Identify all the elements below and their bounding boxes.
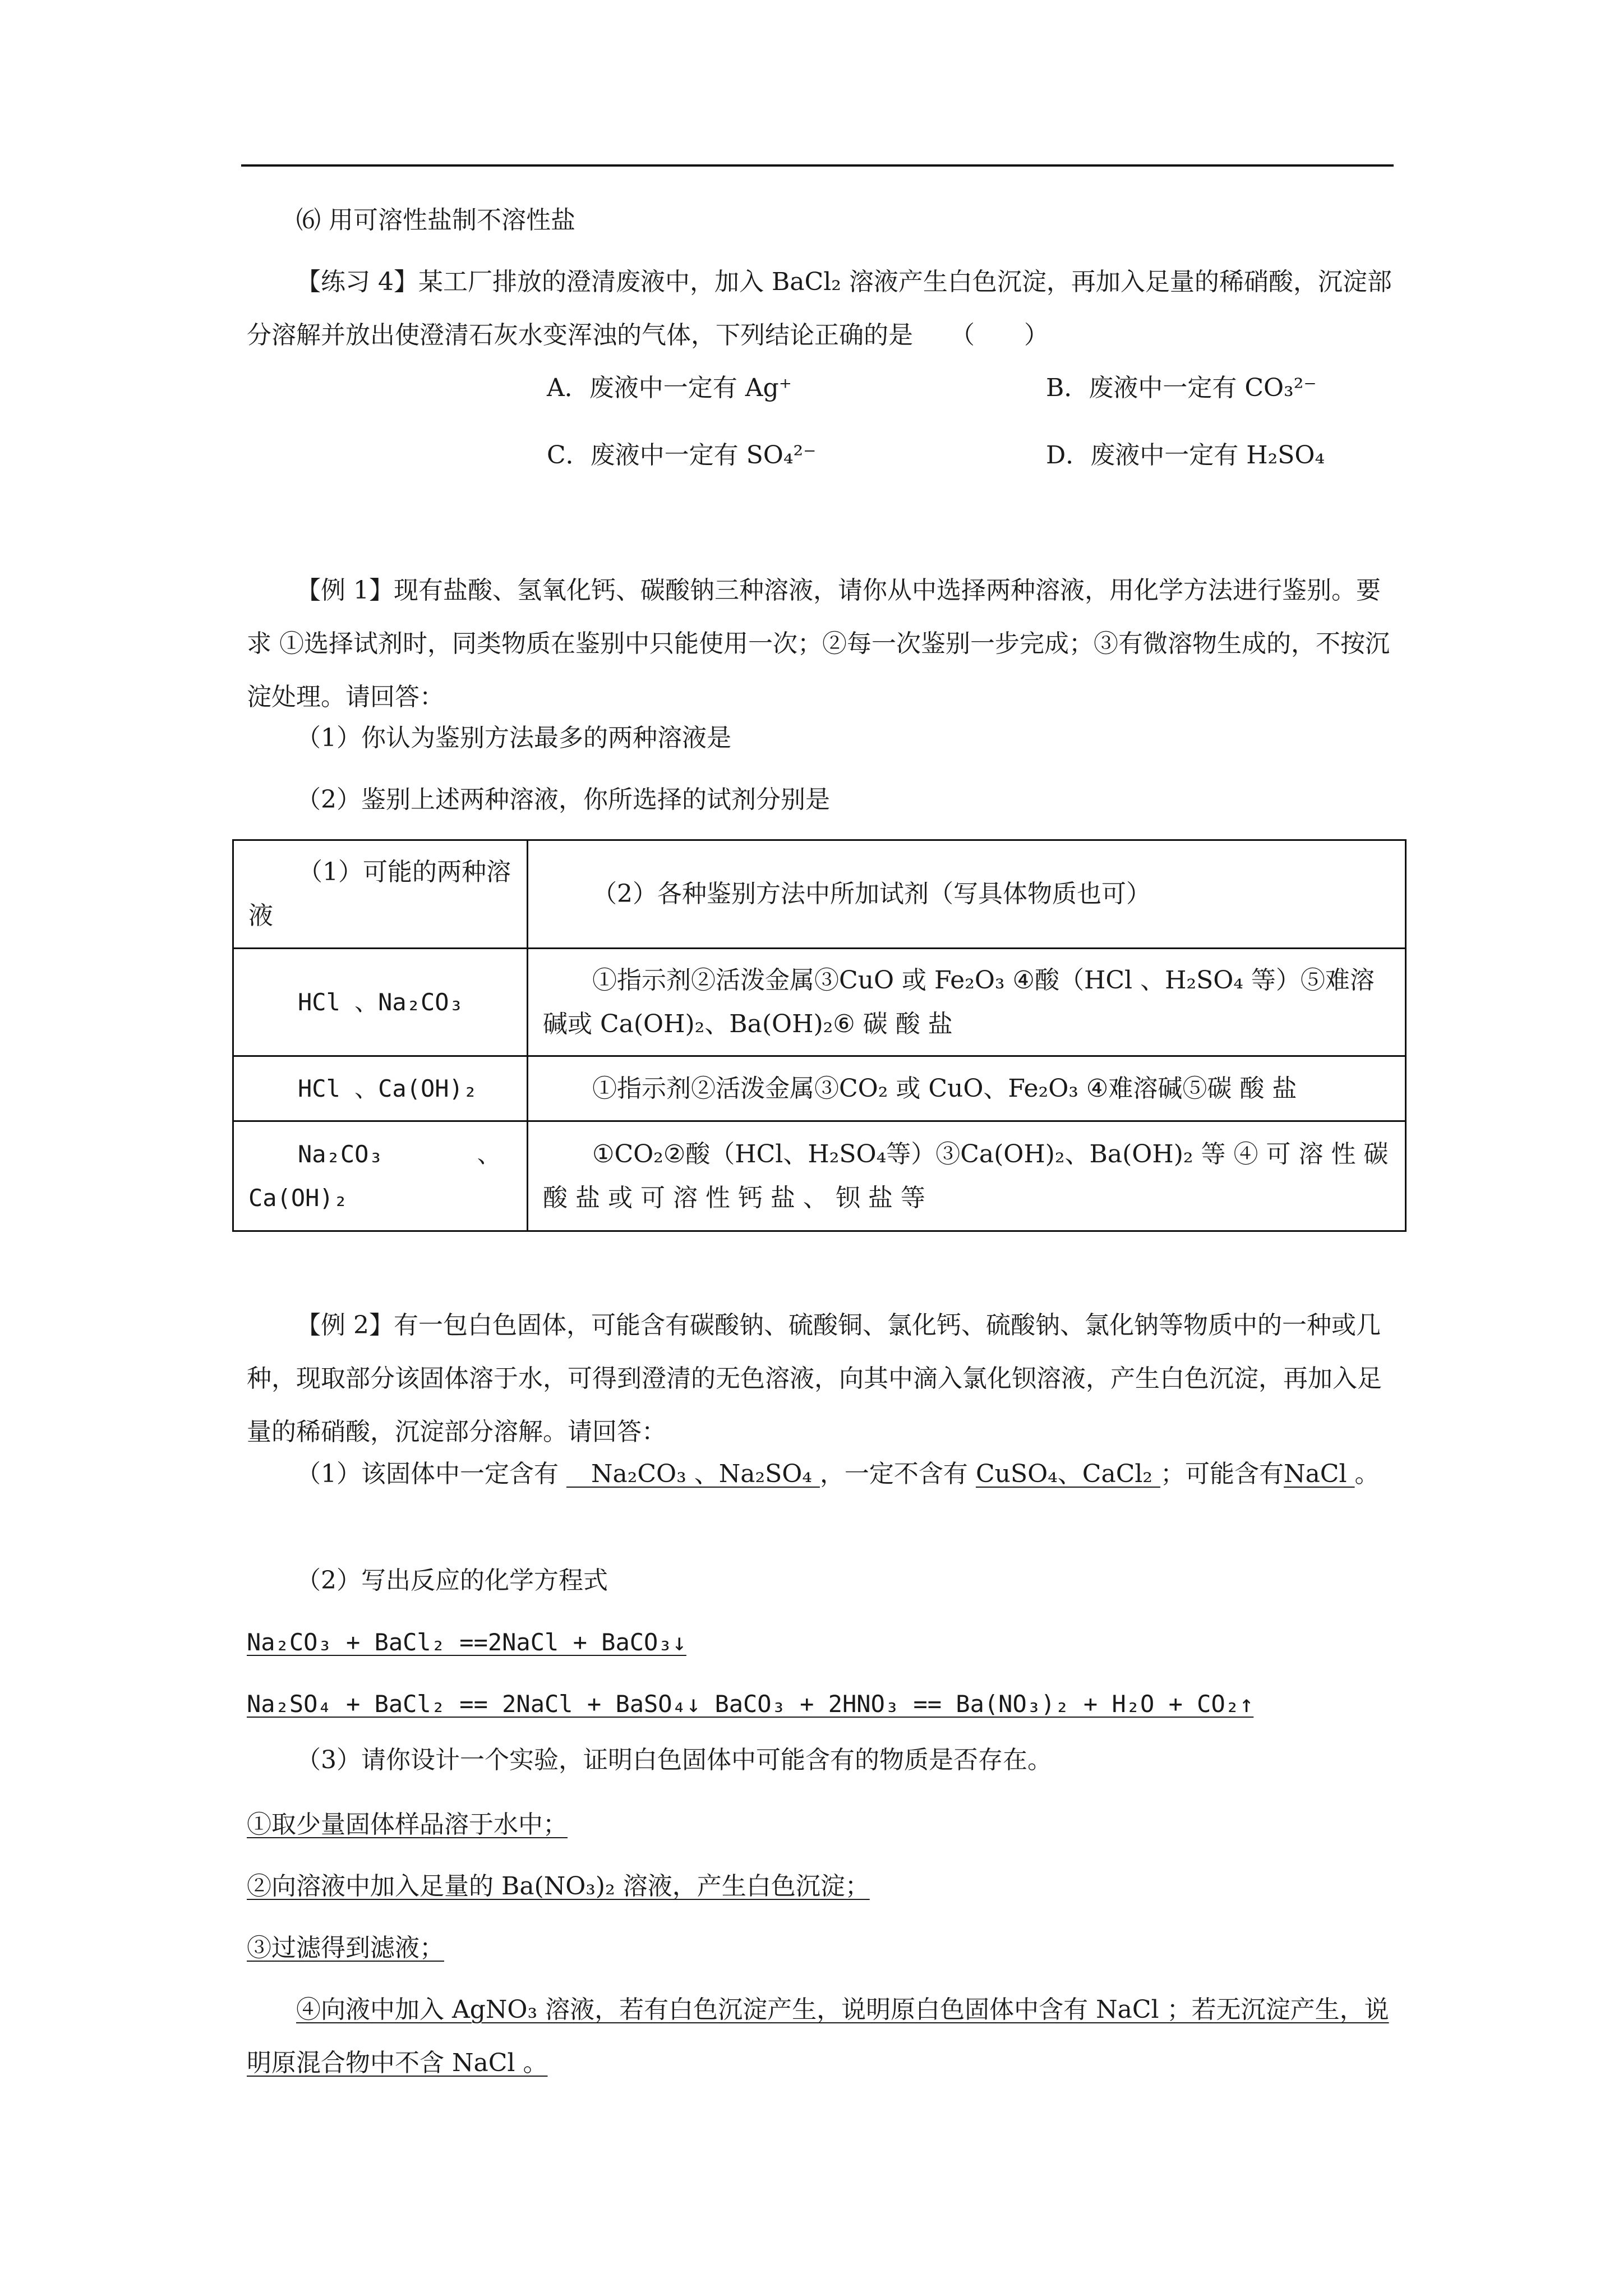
- example-2-question-3: （3）请你设计一个实验，证明白色固体中可能含有的物质是否存在。: [296, 1746, 1052, 1774]
- table-cell: HCl 、Na₂CO₃: [233, 949, 528, 1056]
- experiment-step-4: ④向液中加入 AgNO₃ 溶液，若有白色沉淀产生，说明原白色固体中含有 NaCl ；若无沉淀产生，说明原混合物中不含 NaCl 。: [247, 1995, 1389, 2077]
- equation-2: Na₂SO₄ + BaCl₂ == 2NaCl + BaSO₄↓ BaCO₃ + 2HNO₃ == Ba(NO₃)₂ + H₂O + CO₂↑: [247, 1690, 1254, 1718]
- answer-must-not-contain: CuSO₄、CaCl₂: [975, 1460, 1161, 1488]
- experiment-step-1: ①取少量固体样品溶于水中；: [247, 1810, 568, 1839]
- table-cell: ①指示剂②活泼金属③CO₂ 或 CuO、Fe₂O₃ ④难溶碱⑤碳 酸 盐: [528, 1056, 1406, 1121]
- exercise-4-text: 【练习 4】某工厂排放的澄清废液中，加入 BaCl₂ 溶液产生白色沉淀，再加入足量的稀硝酸，沉淀部分溶解并放出使澄清石灰水变浑浊的气体，下列结论正确的是 （ ）: [247, 268, 1392, 349]
- q1-middle: ，一定不含有: [819, 1460, 976, 1488]
- answer-may-contain: NaCl: [1284, 1460, 1355, 1488]
- table-header-cell: （2）各种鉴别方法中所加试剂（写具体物质也可）: [528, 840, 1406, 949]
- table-row: [233, 949, 1406, 1056]
- table-header-cell: （1）可能的两种溶液: [233, 840, 528, 949]
- table-header-row: [233, 840, 1406, 949]
- option-b: B．废液中一定有 CO₃²⁻: [1046, 374, 1317, 402]
- option-c: C．废液中一定有 SO₄²⁻: [547, 441, 817, 470]
- example-2-question-2: （2）写出反应的化学方程式: [296, 1566, 608, 1595]
- section-6-heading: ⑹ 用可溶性盐制不溶性盐: [296, 206, 575, 234]
- table-cell: HCl 、Ca(OH)₂: [233, 1056, 528, 1121]
- table-cell: Na₂CO₃ 、Ca(OH)₂: [233, 1121, 528, 1231]
- experiment-step-3: ③过滤得到滤液；: [247, 1934, 444, 1962]
- q1-end: 。: [1354, 1460, 1380, 1488]
- table-cell: ①指示剂②活泼金属③CuO 或 Fe₂O₃ ④酸（HCl 、H₂SO₄ 等）⑤难溶碱或 Ca(OH)₂、Ba(OH)₂⑥ 碳 酸 盐: [528, 949, 1406, 1056]
- table-row: [233, 1121, 1406, 1231]
- option-a: A．废液中一定有 Ag⁺: [547, 374, 792, 402]
- table-row: [233, 1056, 1406, 1121]
- example-1-question-2: （2）鉴别上述两种溶液，你所选择的试剂分别是: [296, 785, 830, 814]
- answer-must-contain: Na₂CO₃ 、Na₂SO₄: [566, 1460, 820, 1488]
- example-1-question-1: （1）你认为鉴别方法最多的两种溶液是: [296, 724, 731, 752]
- option-d: D．废液中一定有 H₂SO₄: [1046, 441, 1325, 470]
- q1-prefix: （1）该固体中一定含有: [296, 1460, 566, 1488]
- example-2-question-1: [247, 1447, 1402, 1501]
- header-rule: [241, 164, 1394, 167]
- equation-1: Na₂CO₃ + BaCl₂ ==2NaCl + BaCO₃↓: [247, 1628, 686, 1656]
- q1-middle-2: ；可能含有: [1160, 1460, 1284, 1488]
- example-2-text: 【例 2】有一包白色固体，可能含有碳酸钠、硫酸铜、氯化钙、硫酸钠、氯化钠等物质中的一种或几种，现取部分该固体溶于水，可得到澄清的无色溶液，向其中滴入氯化钡溶液，产生白色沉淀，再加入足量的稀硝酸，沉淀部分溶解。请回答：: [247, 1311, 1382, 1446]
- experiment-step-2: ②向溶液中加入足量的 Ba(NO₃)₂ 溶液，产生白色沉淀；: [247, 1872, 870, 1901]
- table-cell: ①CO₂②酸（HCl、H₂SO₄等）③Ca(OH)₂、Ba(OH)₂ 等 ④ 可 溶 性 碳 酸 盐 或 可 溶 性 钙 盐 、 钡 盐 等: [528, 1121, 1406, 1231]
- example-1-text: 【例 1】现有盐酸、氢氧化钙、碳酸钠三种溶液，请你从中选择两种溶液，用化学方法进行鉴别。要求 ①选择试剂时，同类物质在鉴别中只能使用一次；②每一次鉴别一步完成；③有微溶物生成的，不按沉淀处理。请回答：: [247, 576, 1390, 711]
- identification-table: [232, 839, 1407, 1232]
